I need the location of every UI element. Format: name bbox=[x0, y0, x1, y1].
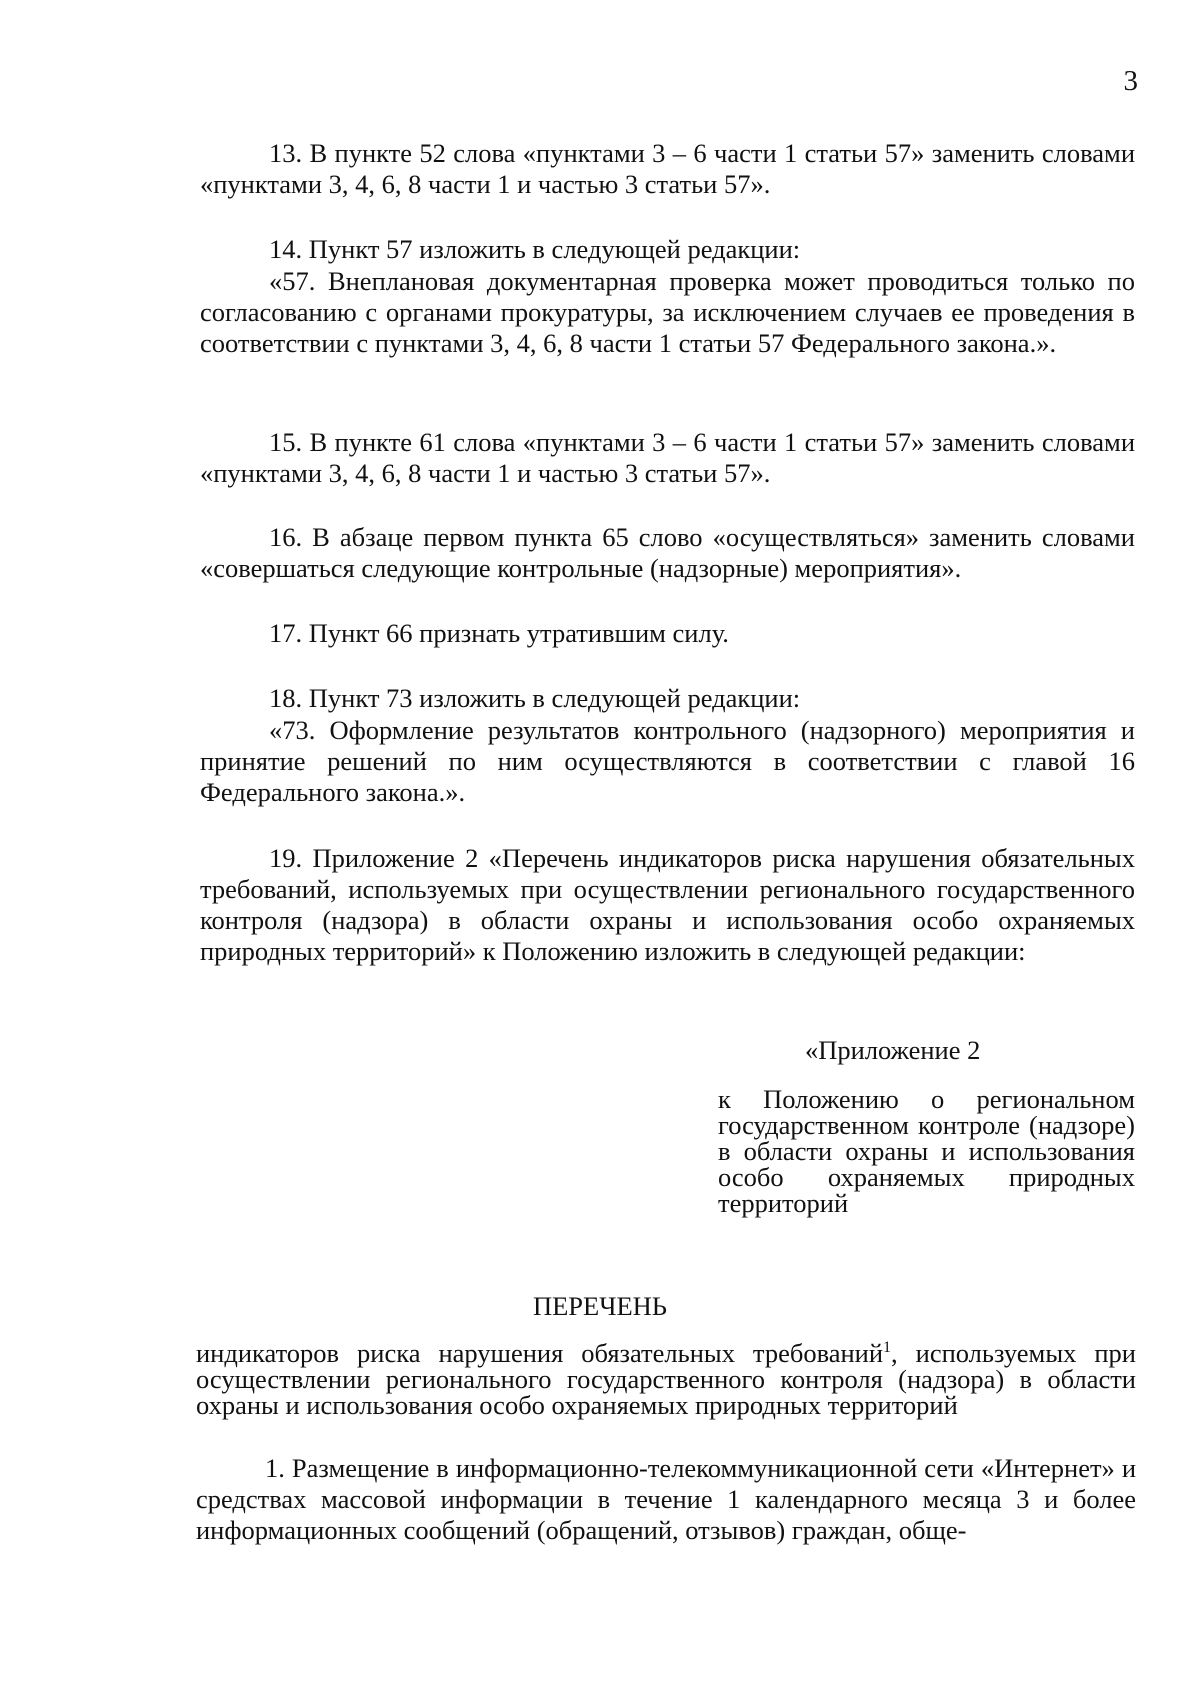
appendix-body: к Положению о региональном государственном контроле (надзоре) в области охраны и использования особо охраняемых природных территорий bbox=[718, 1084, 1135, 1218]
paragraph-19: 19. Приложение 2 «Перечень индикаторов риска нарушения обязательных требований, используемых при осуществлении регионального государственного контроля (надзора) в области охраны и использования особо охраняемых природных территорий» к Положению изложить в следующей редакции: bbox=[200, 843, 1135, 966]
list-subtitle bbox=[196, 1340, 1136, 1418]
paragraph-16: 16. В абзаце первом пункта 65 слово «осуществляться» заменить словами «совершаться следующие контрольные (надзорные) мероприятия». bbox=[200, 522, 1135, 583]
paragraph-14: 14. Пункт 57 изложить в следующей редакции: bbox=[269, 234, 801, 264]
paragraph-17: 17. Пункт 66 признать утратившим силу. bbox=[269, 618, 729, 648]
paragraph-18-quote: «73. Оформление результатов контрольного (надзорного) мероприятия и принятие решений по ним осуществляются в соответствии с главой 16 Федерального закона.». bbox=[200, 715, 1135, 807]
paragraph-14-quote: «57. Внеплановая документарная проверка может проводиться только по согласованию с органами прокуратуры, за исключением случаев ее проведения в соответствии с пунктами 3, 4, 6, 8 части 1 статьи 57 Федерального закона.». bbox=[200, 266, 1135, 358]
footnote-mark: 1 bbox=[883, 1339, 892, 1357]
page-number: 3 bbox=[1123, 65, 1138, 97]
appendix-title: «Приложение 2 bbox=[805, 1035, 981, 1065]
list-title: ПЕРЕЧЕНЬ bbox=[532, 1291, 667, 1321]
paragraph-13: 13. В пункте 52 слова «пунктами 3 – 6 части 1 статьи 57» заменить словами «пунктами 3, 4, 6, 8 части 1 и частью 3 статьи 57». bbox=[200, 138, 1135, 199]
list-subtitle-part1: индикаторов риска нарушения обязательных требований bbox=[196, 1338, 884, 1368]
list-subtitle-part2: , используемых при осуществлении регионального государственного контроля (надзора) в области охраны и использования особо охраняемых природных территорий bbox=[196, 1338, 1136, 1420]
paragraph-18: 18. Пункт 73 изложить в следующей редакции: bbox=[269, 683, 801, 713]
list-item-1: 1. Размещение в информационно-телекоммуникационной сети «Интернет» и средствах массовой информации в течение 1 календарного месяца 3 и более информационных сообщений (обращений, отзывов) граждан, обще- bbox=[196, 1453, 1136, 1545]
paragraph-15: 15. В пункте 61 слова «пунктами 3 – 6 части 1 статьи 57» заменить словами «пунктами 3, 4, 6, 8 части 1 и частью 3 статьи 57». bbox=[200, 427, 1135, 488]
